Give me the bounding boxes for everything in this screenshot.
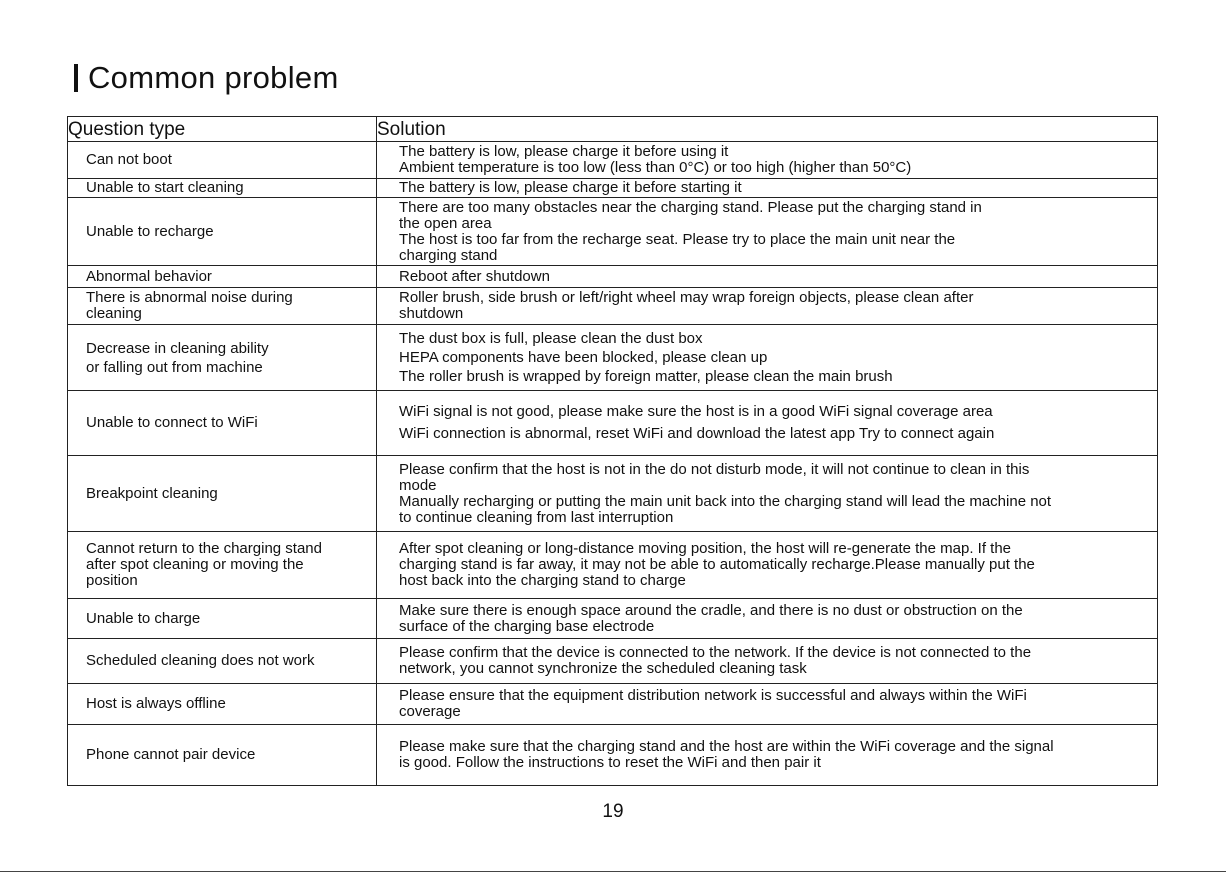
question-text: Breakpoint cleaning — [86, 484, 218, 502]
question-text: position — [86, 572, 138, 589]
question-text: Decrease in cleaning ability — [86, 339, 269, 357]
solution-text: HEPA components have been blocked, please clean up — [399, 348, 768, 366]
solution-cell — [377, 725, 1158, 786]
solution-text: WiFi signal is not good, please make sure the host is in a good WiFi signal coverage area — [399, 403, 993, 420]
solution-cell — [377, 288, 1158, 325]
question-text: Unable to start cleaning — [86, 179, 244, 196]
solution-text: The battery is low, please charge it before using it — [399, 143, 729, 160]
troubleshooting-table — [67, 116, 1158, 786]
solution-text: After spot cleaning or long-distance moving position, the host will re-generate the map. If the — [399, 540, 1012, 557]
table-row — [68, 179, 1158, 198]
page-title: Common problem — [88, 60, 339, 95]
solution-text: surface of the charging base electrode — [399, 617, 655, 635]
table-header-row — [68, 117, 1158, 142]
question-text: or falling out from machine — [86, 358, 263, 376]
question-cell — [68, 179, 377, 198]
solution-text: Roller brush, side brush or left/right wheel may wrap foreign objects, please clean after — [399, 289, 974, 306]
table-row — [68, 391, 1158, 456]
column-header-question: Question type — [68, 117, 377, 142]
question-cell — [68, 532, 377, 599]
solution-text: Reboot after shutdown — [399, 267, 550, 285]
solution-text: network, you cannot synchronize the scheduled cleaning task — [399, 660, 807, 677]
solution-cell — [377, 179, 1158, 198]
question-cell — [68, 142, 377, 179]
solution-text: to continue cleaning from last interruption — [399, 508, 674, 526]
question-text: Can not boot — [86, 151, 172, 168]
question-text: Unable to charge — [86, 609, 201, 627]
solution-text: Ambient temperature is too low (less than 0°C) or too high (higher than 50°C) — [399, 159, 912, 176]
table-row — [68, 456, 1158, 532]
solution-text: charging stand — [399, 246, 498, 264]
table-row — [68, 288, 1158, 325]
table-row — [68, 639, 1158, 684]
solution-cell — [377, 142, 1158, 179]
question-text: Abnormal behavior — [86, 267, 212, 285]
table-row — [68, 266, 1158, 288]
question-cell — [68, 266, 377, 288]
solution-cell — [377, 599, 1158, 639]
solution-text: charging stand is far away, it may not be able to automatically recharge.Please manually put the — [399, 556, 1035, 573]
question-text: Cannot return to the charging stand — [86, 540, 322, 557]
solution-cell — [377, 639, 1158, 684]
question-cell — [68, 639, 377, 684]
solution-cell — [377, 198, 1158, 266]
solution-text: WiFi connection is abnormal, reset WiFi and download the latest app Try to connect again — [399, 425, 995, 442]
solution-text: Manually recharging or putting the main unit back into the charging stand will lead the machine not — [399, 492, 1052, 510]
solution-cell — [377, 684, 1158, 725]
question-text: Phone cannot pair device — [86, 746, 256, 763]
solution-text: The dust box is full, please clean the dust box — [399, 329, 703, 347]
table-row — [68, 599, 1158, 639]
question-text: Unable to recharge — [86, 222, 214, 240]
question-text: Host is always offline — [86, 695, 226, 712]
solution-text: the open area — [399, 214, 492, 232]
table-row — [68, 142, 1158, 179]
solution-cell — [377, 391, 1158, 456]
question-cell — [68, 391, 377, 456]
table-row — [68, 725, 1158, 786]
solution-text: There are too many obstacles near the charging stand. Please put the charging stand in — [399, 198, 982, 216]
page-number: 19 — [602, 801, 624, 822]
column-header-solution: Solution — [377, 117, 1158, 142]
solution-text: The roller brush is wrapped by foreign matter, please clean the main brush — [399, 367, 893, 385]
page-header — [74, 58, 339, 98]
question-cell — [68, 456, 377, 532]
table-row — [68, 532, 1158, 599]
solution-text: The battery is low, please charge it before starting it — [399, 179, 742, 196]
solution-cell — [377, 325, 1158, 391]
question-cell — [68, 198, 377, 266]
question-cell — [68, 725, 377, 786]
bottom-divider — [0, 871, 1226, 872]
solution-text: The host is too far from the recharge seat. Please try to place the main unit near the — [399, 230, 956, 248]
question-text: Unable to connect to WiFi — [86, 414, 258, 431]
solution-text: is good. Follow the instructions to reset the WiFi and then pair it — [399, 754, 821, 771]
solution-text: Make sure there is enough space around the cradle, and there is no dust or obstruction on the — [399, 601, 1023, 619]
question-cell — [68, 599, 377, 639]
question-text: There is abnormal noise during — [86, 289, 293, 306]
solution-text: Please make sure that the charging stand and the host are within the WiFi coverage and the signal — [399, 738, 1054, 755]
table-row — [68, 198, 1158, 266]
question-cell — [68, 288, 377, 325]
table-row — [68, 684, 1158, 725]
solution-text: Please confirm that the host is not in the do not disturb mode, it will not continue to clean in this — [399, 460, 1030, 478]
question-text: Scheduled cleaning does not work — [86, 652, 315, 669]
question-text: after spot cleaning or moving the — [86, 556, 304, 573]
solution-text: host back into the charging stand to charge — [399, 572, 686, 589]
table-row — [68, 325, 1158, 391]
solution-text: mode — [399, 476, 437, 494]
question-text: cleaning — [86, 305, 142, 322]
solution-cell — [377, 266, 1158, 288]
solution-cell — [377, 532, 1158, 599]
solution-text: shutdown — [399, 305, 464, 322]
solution-text: Please confirm that the device is connected to the network. If the device is not connected to the — [399, 644, 1032, 661]
solution-text: coverage — [399, 703, 461, 720]
title-accent-bar — [74, 64, 78, 92]
solution-text: Please ensure that the equipment distribution network is successful and always within the WiFi — [399, 687, 1027, 704]
question-cell — [68, 325, 377, 391]
question-cell — [68, 684, 377, 725]
solution-cell — [377, 456, 1158, 532]
